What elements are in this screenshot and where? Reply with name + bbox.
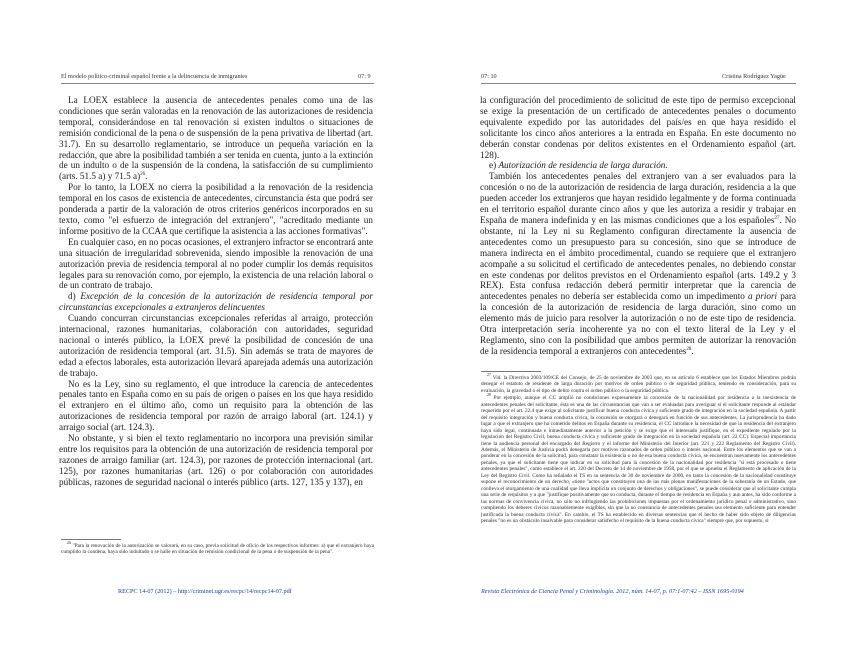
footer-citation[interactable]: RECPC 14-07 (2012) – http://criminet.ugr.es/recpc/14/recpc14-07.pdf (118, 588, 292, 595)
paragraph: Cuando concurran circunstancias excepcionales referidas al arraigo, protección internacional, razones humanitarias, colaboración con autoridades, seguridad nacional o interés público, la LOEX prevé la posibilidad de concesión de una autorización de residencia temporal (art. 31.5). Sin además se trata de mayores de edad a efectos laborales, esta autorización llevará aparejada además una autorización de trabajo. (59, 313, 373, 378)
page-number: 07: 10 (481, 73, 497, 80)
paragraph: la configuración del procedimiento de solicitud de este tipo de permiso excepcional se exige la presentación de un certificado de antecedentes penales o documento equivalente expedido por las autoridades del país/es en que haya residido el solicitante los cinco años anteriores a la entrada en España. En este documento no deberán constar condenas por delitos existentes en el Ordenamiento español (art. 128). (480, 95, 796, 160)
right-body-text (480, 95, 796, 357)
footnote: $^{27}$ Vid. la Directiva 2003/109/CE del Consejo, de 25 de noviembre de 2003 que, en su artículo 6 establece que los Estados Miembros podrán denegar el estatuto de residente de larga duración por motivos de orden público o de seguridad pública, teniendo en consideración, para su evaluación, la gravedad o el tipo de delito contra el orden público o la seguridad pública. (481, 372, 796, 394)
footnote-ref[interactable]: 27 (774, 215, 780, 221)
running-header-title: El modelo político-criminal español frente a la delincuencia de inmigrantes (61, 73, 248, 80)
footnotes (481, 372, 796, 525)
paragraph: En cualquier caso, en no pocas ocasiones, el extranjero infractor se encontrará ante una situación de irregularidad sobrevenida, siendo imposible la renovación de una autorización previa de residencia temporal al no poder cumplir los demás requisitos legales para su renovación como, por ejemplo, la existencia de una relación laboral o de un contrato de trabajo. (59, 236, 373, 291)
paragraph: También los antecedentes penales del extranjero van a ser evaluados para la concesión o no de la autorización de residencia de larga duración, residencia a la que pueden acceder los extranjeros que hayan residido legalmente y de forma continuada en el territorio español durante cinco años y que les autoriza a residir y trabajar en España de manera indefinida y en las mismas condiciones que a los españoles$^{27}$. No obstante, ni la Ley ni su Reglamento configuran directamente la ausencia de antecedentes como un presupuesto para su concesión, sino que se introduce de manera indirecta en el ámbito procedimental, cuando se requiere que el extranjero acompañe a su solicitud el certificado de antecedentes penales, no debiendo constar en este condenas por delitos previstos en el Ordenamiento español (arts. 149.2 y 3 REX). Esta confusa redacción deberá permitir interpretar que la carencia de antecedentes penales no debería ser establecida como un impedimento a priori para la concesión de la autorización de residencia de larga duración, sino como un elemento más de juicio para resolver la autorización o no de este tipo de residencia. Otra interpretación sería incoherente ya no con el texto literal de la Ley y el Reglamento, sino con la posibilidad que ambos permiten de autorizar la renovación de la residencia temporal a extranjeros con antecedentes$^{28}$. (480, 171, 796, 356)
section-heading: e) Autorización de residencia de larga duración. (489, 160, 668, 171)
paragraph: No obstante, y si bien el texto reglamentario no incorpora una previsión similar entre los requisitos para la obtención de una autorización de residencia temporal por razones de arraigo familiar (art. 124.3), por razones de protección internacional (art. 125), por razones humanitarias (art. 126) o por colaboración con autoridades públicas, razones de seguridad nacional o interés público (arts. 127, 135 y 137), en (59, 433, 373, 487)
left-body-text (59, 95, 373, 488)
footnote-ref[interactable]: 28 (686, 346, 692, 352)
footnote: $^{28}$ Por ejemplo, aunque el CC amplió no condiciones expresamente la concesión de la nacionalidad por residencia a la inexistencia de antecedentes penales del solicitante, ésta es una de las circunstancias que van a ser evaluadas para averiguar si el solicitante responde al estándar requerido por el art. 22.4 que exige al solicitante justificar buena conducta cívica y suficiente grado de integración en la sociedad española. A partir del requisito integración y buena conducta cívica, la concesión se otorgará o denegará en función de sus antecedentes. La jurisprudencia ha dado lugar a que el extranjero que ha cometido delitos en España durante su residencia, el CC introduce la necesidad de que la residencia del extranjero haya sido legal, continuada e inmediatamente anterior a la petición y se exige que el interesado justifique, en el expediente regulado por la legislación del Registro Civil, buena conducta cívica y suficiente grado de integración en la sociedad española (art. 22 CC). Especial importancia tiene la audiencia personal del encargado del Registro y el informe del Ministerio del Interior (art. 221 y 222 Reglamento del Registro Civil). Además, el Ministerio de Justicia podrá denegarla por motivos razonados de orden público o interés nacional. Entre los elementos que se van a ponderar en la concesión de la solicitud, para constatar la existencia o no de esa buena conducta cívica, se encuentran nuevamente los antecedentes penales, ya que el solicitante tiene que indicar en su solicitud para la concesión de la nacionalidad por residencia "si está procesado o tiene antecedentes penales", como establece el art. 220 del Decreto de 14 de noviembre de 1958, por el que se aprueba el Reglamento de aplicación de la Ley del Registro Civil. Como ha señalado el TS en su sentencia de 30 de noviembre de 2000, en tanto la concesión de la nacionalidad constituye supone el reconocimiento de un derecho, «tiene "actos que constituyen una de las más plenas manifestaciones de la soberanía de un Estado, que conlleva el otorgamiento de una cualidad que lleva implícita un conjunto de derechos y obligaciones", se puede considerar que al solicitante cumpla una serie de requisitos y a que "justifique positivamente que su conducta, durante el tiempo de residencia en España y aun antes, ha sido conforme a las normas de convivencia cívica, no sólo no infringiendo las prohibiciones impuestas por el ordenamiento jurídico penal o administrativo, sino cumpliendo los deberes cívicos razonablemente exigibles, sin que la no constancia de antecedentes penales sea elemento suficiente para entender justificada la buena conducta cívica". En cambio, el TS ha establecido en diversas sentencias que el hecho de haber sido objeto de diligencias penales "no es un obstáculo insalvable para considerar satisfecho el requisito de la buena conducta cívica" siempre que, por supuesto, si (481, 392, 796, 524)
header-divider (481, 83, 796, 84)
footer-citation: Revista Electrónica de Ciencia Penal y Criminología. 2012, núm. 14-07, p. 07:1-07:42 – ISSN 1695-0194 (481, 588, 744, 595)
footnote: $^{26}$ "Para la renovación de la autorización se valorará, en su caso, previa solicitud de oficio de los respectivos informes: a) que el extranjero haya cumplido la condena, haya sido indultado o se halle en situación de remisión condicional de la pena o de suspensión de la pena". (61, 540, 374, 556)
page-number: 07: 9 (358, 73, 371, 80)
running-header-author: Cristina Rodríguez Yagüe (722, 73, 786, 80)
paragraph: No es la Ley, sino su reglamento, el que introduce la carencia de antecedentes penales tanto en España como en su país de origen o países en los que haya residido el extranjero en el último año, como un requisito para la obtención de las autorizaciones de residencia temporal por razón de arraigo laboral (art. 124.1) y arraigo social (art. 124.3). (59, 378, 373, 433)
footnote-ref[interactable]: 26 (140, 172, 146, 178)
paragraph: Por lo tanto, la LOEX no cierra la posibilidad a la renovación de la residencia temporal en los casos de existencia de antecedentes, circunstancia ésta que podrá ser ponderada a partir de la valoración de otros criterios genéricos incorporados en su texto, como "el esfuerzo de integración del extranjero", "acreditado mediante un informe positivo de la CCAA que certifique la asistencia a las acciones formativas". (59, 182, 373, 236)
header-divider (61, 83, 374, 84)
paragraph: La LOEX establece la ausencia de antecedentes penales como una de las condiciones que serán valoradas en la renovación de las autorizaciones de residencia temporal, considerándose en tal renovación si existen indultos o situaciones de remisión condicional de la pena o de suspensión de la pena privativa de libertad (art. 31.7). En su desarrollo reglamentario, se introduce un pequeña variación en la redacción, que abre la posibilidad también a ser tenida en cuenta, junto a la extinción de un indulto o de la suspensión de la condena, la satisfacción de su cumplimiento (arts. 51.5 a) y 71.5 a)$^{26}$. (59, 95, 373, 182)
right-page (424, 0, 848, 655)
section-heading: d) Excepción de la concesión de la autorización de residencia temporal por circunstancias excepcionales a extranjeros delincuentes (59, 291, 373, 313)
